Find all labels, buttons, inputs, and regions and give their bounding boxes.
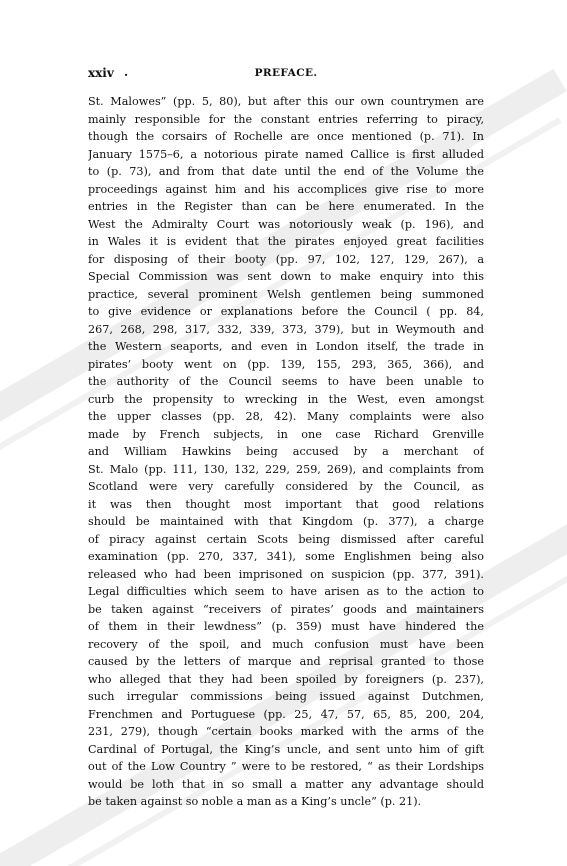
text-line: released who had been imprisoned on suspicion (pp. 377, 391). <box>88 567 484 581</box>
text-line: Legal difficulties which seem to have arisen as to the action to <box>88 585 484 598</box>
text-line: St. Malowes” (pp. 5, 80), but after this our own countrymen are <box>88 95 484 108</box>
text-line: Frenchmen and Portuguese (pp. 25, 47, 57, 65, 85, 200, 204, <box>88 707 484 721</box>
text-line: of them in their lewdness” (p. 359) must have hindered the <box>88 620 484 633</box>
text-line: though the corsairs of Rochelle are once mentioned (p. 71). In <box>88 130 484 143</box>
text-line: would be loth that in so small a matter any advantage should <box>88 777 484 791</box>
text-line: curb the propensity to wrecking in the West, even amongst <box>88 392 484 406</box>
text-line: mainly responsible for the constant entries referring to piracy, <box>88 112 484 126</box>
text-line: to give evidence or explanations before the Council ( pp. 84, <box>88 305 484 318</box>
body-text <box>88 93 484 811</box>
text-line: be taken against “receivers of pirates’ goods and maintainers <box>88 602 484 616</box>
text-line: to (p. 73), and from that date until the end of the Volume the <box>88 165 484 178</box>
text-line: such irregular commissions being issued against Dutchmen, <box>88 690 484 703</box>
text-line: St. Malo (pp. 111, 130, 132, 229, 259, 269), and complaints from <box>88 462 484 476</box>
text-line: for disposing of their booty (pp. 97, 102, 127, 129, 267), a <box>88 252 484 266</box>
text-line: be taken against so noble a man as a King’s uncle” (p. 21). <box>88 795 422 808</box>
text-line: who alleged that they had been spoiled by foreigners (p. 237), <box>88 672 484 686</box>
text-line: the upper classes (pp. 28, 42). Many complaints were also <box>88 410 484 423</box>
text-line: it was then thought most important that good relations <box>88 497 484 511</box>
text-line: the Western seaports, and even in London itself, the trade in <box>88 340 484 353</box>
text-line: of piracy against certain Scots being dismissed after careful <box>88 532 484 546</box>
text-line: in Wales it is evident that the pirates enjoyed great facilities <box>88 235 484 248</box>
text-line: should be maintained with that Kingdom (p. 377), a charge <box>88 515 484 528</box>
header-separator: . <box>124 65 129 79</box>
text-line: made by French subjects, in one case Richard Grenville <box>88 427 484 441</box>
text-line: entries in the Register than can be here enumerated. In the <box>88 200 484 213</box>
running-title: PREFACE. <box>254 67 318 79</box>
text-line: the authority of the Council seems to have been unable to <box>88 375 484 388</box>
text-line: pirates’ booty went on (pp. 139, 155, 293, 365, 366), and <box>88 357 484 371</box>
text-line: out of the Low Country ” were to be restored, “ as their Lordships <box>88 760 484 773</box>
text-line: and William Hawkins being accused by a merchant of <box>88 445 484 458</box>
text-line: West the Admiralty Court was notoriously weak (p. 196), and <box>88 217 484 231</box>
text-line: recovery of the spoil, and much confusion must have been <box>88 637 484 651</box>
text-line: practice, several prominent Welsh gentlemen being summoned <box>88 287 484 301</box>
text-line: proceedings against him and his accomplices give rise to more <box>88 182 484 196</box>
text-line: 231, 279), though “certain books marked with the arms of the <box>88 725 484 738</box>
text-line: examination (pp. 270, 337, 341), some Englishmen being also <box>88 550 484 563</box>
text-line: Special Commission was sent down to make enquiry into this <box>88 270 484 283</box>
running-head <box>88 66 484 82</box>
text-line: 267, 268, 298, 317, 332, 339, 373, 379), but in Weymouth and <box>88 322 484 336</box>
text-line: caused by the letters of marque and reprisal granted to those <box>88 655 484 668</box>
text-line: January 1575–6, a notorious pirate named Callice is first alluded <box>88 147 484 161</box>
page-number: xxiv <box>88 66 114 80</box>
text-line: Cardinal of Portugal, the King’s uncle, and sent unto him of gift <box>88 742 484 756</box>
text-line: Scotland were very carefully considered by the Council, as <box>88 480 484 493</box>
